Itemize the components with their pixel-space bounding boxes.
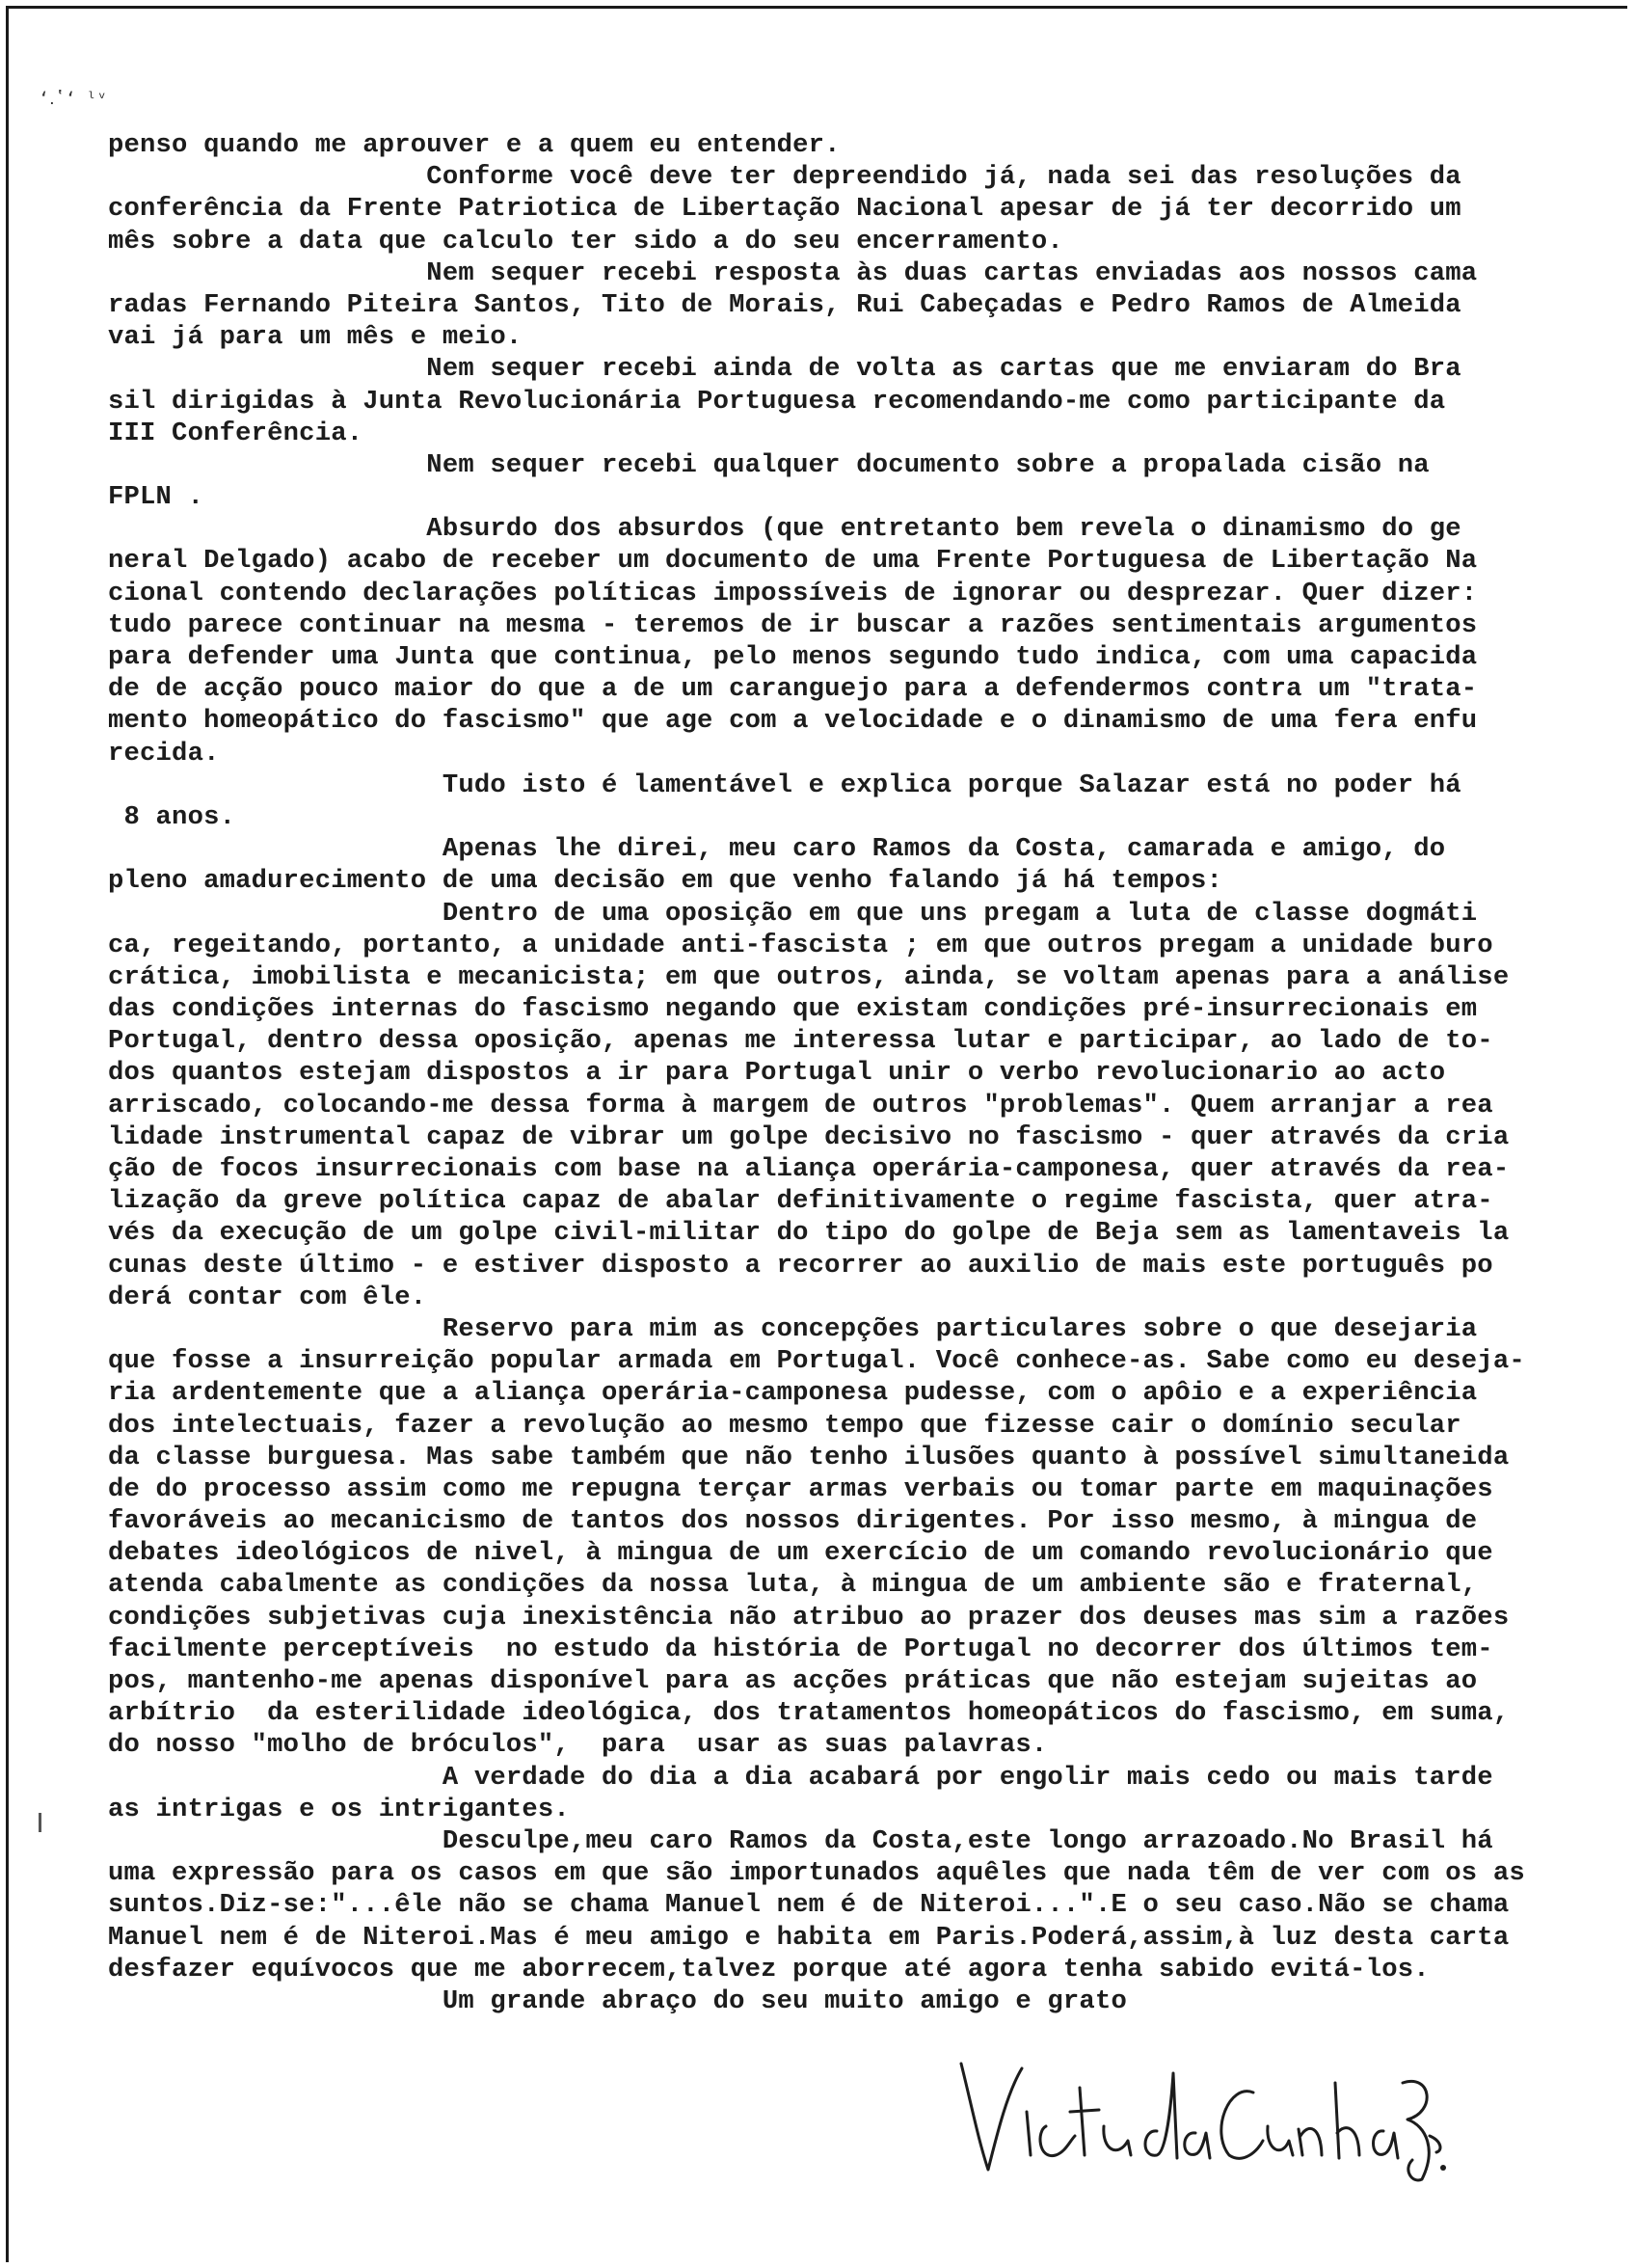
letter-line: Nem sequer recebi resposta às duas cartas enviadas aos nossos cama	[108, 257, 1478, 288]
letter-line: mês sobre a data que calculo ter sido a do seu encerramento.	[108, 226, 1063, 256]
letter-line: atenda cabalmente as condições da nossa luta, à mingua de um ambiente são e fraternal,	[108, 1570, 1478, 1601]
letter-line: das condições internas do fascismo negando que existam condições pré-insurrecionais em	[108, 994, 1478, 1025]
letter-line: do nosso "molho de bróculos", para usar as suas palavras.	[108, 1730, 1048, 1761]
letter-line: Dentro de uma oposição em que uns pregam a luta de classe dogmáti	[108, 898, 1478, 929]
letter-line: debates ideológicos de nivel, à mingua de um exercício de um comando revolucionário que	[108, 1538, 1493, 1569]
letter-line: lização da greve política capaz de abalar definitivamente o regime fascista, quer atra-	[108, 1186, 1493, 1217]
handwritten-signature	[950, 2044, 1451, 2189]
letter-line: dos quantos estejam dispostos a ir para Portugal unir o verbo revolucionario ao acto	[108, 1058, 1446, 1089]
letter-line: derá contar com êle.	[108, 1282, 427, 1312]
letter-line: Manuel nem é de Niteroi.Mas é meu amigo e habita em Paris.Poderá,assim,à luz desta carta	[108, 1922, 1510, 1953]
letter-line: Apenas lhe direi, meu caro Ramos da Costa, camarada e amigo, do	[108, 834, 1446, 865]
letter-line: lidade instrumental capaz de vibrar um golpe decisivo no fascismo - quer através da cria	[108, 1121, 1510, 1152]
letter-line: Portugal, dentro dessa oposição, apenas me interessa lutar e participar, ao lado de to-	[108, 1026, 1493, 1057]
letter-line: neral Delgado) acabo de receber um documento de uma Frente Portuguesa de Libertação Na	[108, 546, 1478, 577]
letter-line: tudo parece continuar na mesma - teremos de ir buscar a razões sentimentais argumentos	[108, 609, 1478, 640]
letter-line: da classe burguesa. Mas sabe também que não tenho ilusões quanto à possível simultaneida	[108, 1442, 1510, 1472]
letter-line: Desculpe,meu caro Ramos da Costa,este longo arrazoado.No Brasil há	[108, 1825, 1493, 1856]
letter-line: de de acção pouco maior do que a de um caranguejo para a defendermos contra um "trata-	[108, 674, 1478, 705]
letter-line: favoráveis ao mecanicismo de tantos dos nossos dirigentes. Por isso mesmo, à mingua de	[108, 1506, 1478, 1537]
letter-line: cional contendo declarações políticas impossíveis de ignorar ou desprezar. Quer dizer:	[108, 578, 1478, 608]
letter-line: III Conferência.	[108, 418, 363, 448]
letter-line: crática, imobilista e mecanicista; em que outros, ainda, se voltam apenas para a análise	[108, 961, 1510, 992]
letter-line: Nem sequer recebi qualquer documento sobre a propalada cisão na	[108, 449, 1430, 480]
letter-line: Conforme você deve ter depreendido já, nada sei das resoluções da	[108, 162, 1461, 193]
letter-line: Reservo para mim as concepções particulares sobre o que desejaria	[108, 1313, 1478, 1344]
letter-line: cunas deste último - e estiver disposto a recorrer ao auxilio de mais este português po	[108, 1250, 1493, 1281]
letter-line: de do processo assim como me repugna terçar armas verbais ou tomar parte em maquinações	[108, 1473, 1493, 1504]
letter-line: pos, mantenho-me apenas disponível para as acções práticas que não estejam sujeitas ao	[108, 1666, 1478, 1696]
letter-line: ca, regeitando, portanto, a unidade anti-fascista ; em que outros pregam a unidade buro	[108, 930, 1493, 960]
letter-line: penso quando me aprouver e a quem eu entender.	[108, 130, 841, 160]
letter-line: pleno amadurecimento de uma decisão em que venho falando já há tempos:	[108, 866, 1223, 897]
letter-line: que fosse a insurreição popular armada em Portugal. Você conhece-as. Sabe como eu deseja-	[108, 1346, 1525, 1377]
letter-line: facilmente perceptíveis no estudo da história de Portugal no decorrer dos últimos tem-	[108, 1634, 1493, 1664]
letter-line: ria ardentemente que a aliança operária-camponesa pudesse, com o apôio e a experiência	[108, 1378, 1478, 1409]
stray-ink-mark	[39, 1813, 41, 1832]
letter-line: Um grande abraço do seu muito amigo e grato	[108, 1985, 1127, 2016]
corner-mark: ‘․ʽ‘ ˡᵛ	[39, 89, 108, 109]
letter-line: sil dirigidas à Junta Revolucionária Portuguesa recomendando-me como participante da	[108, 386, 1446, 417]
letter-body	[108, 129, 1573, 2017]
letter-line: Absurdo dos absurdos (que entretanto bem revela o dinamismo do ge	[108, 514, 1461, 545]
letter-line: FPLN .	[108, 482, 204, 513]
letter-line: vés da execução de um golpe civil-militar do tipo do golpe de Beja sem as lamentaveis la	[108, 1218, 1510, 1249]
letter-line: para defender uma Junta que continua, pelo menos segundo tudo indica, com uma capacida	[108, 642, 1478, 672]
page-border-left	[6, 6, 9, 2262]
letter-line: vai já para um mês e meio.	[108, 322, 523, 353]
letter-line: ção de focos insurrecionais com base na aliança operária-camponesa, quer através da rea-	[108, 1154, 1510, 1184]
letter-line: as intrigas e os intrigantes.	[108, 1794, 570, 1824]
letter-line: uma expressão para os casos em que são importunados aquêles que nada têm de ver com os as	[108, 1858, 1525, 1889]
letter-line: Tudo isto é lamentável e explica porque Salazar está no poder há	[108, 770, 1461, 800]
page-border-top	[8, 6, 1627, 9]
letter-line: desfazer equívocos que me aborrecem,talvez porque até agora tenha sabido evitá-los.	[108, 1954, 1430, 1984]
letter-line: suntos.Diz-se:"...êle não se chama Manuel nem é de Niteroi...".E o seu caso.Não se chama	[108, 1890, 1510, 1921]
letter-line: mento homeopático do fascismo" que age com a velocidade e o dinamismo de uma fera enfu	[108, 706, 1478, 737]
letter-line: dos intelectuais, fazer a revolução ao mesmo tempo que fizesse cair o domínio secular	[108, 1410, 1461, 1441]
letter-line: 8 anos.	[108, 801, 236, 832]
letter-line: condições subjetivas cuja inexistência não atribuo ao prazer dos deuses mas sim a razões	[108, 1602, 1510, 1633]
letter-line: Nem sequer recebi ainda de volta as cartas que me enviaram do Bra	[108, 354, 1461, 385]
letter-line: arriscado, colocando-me dessa forma à margem de outros "problemas". Quem arranjar a rea	[108, 1090, 1493, 1120]
letter-line: arbítrio da esterilidade ideológica, dos tratamentos homeopáticos do fascismo, em suma,	[108, 1698, 1510, 1729]
letter-line: recida.	[108, 738, 220, 769]
letter-line: radas Fernando Piteira Santos, Tito de Morais, Rui Cabeçadas e Pedro Ramos de Almeida	[108, 289, 1461, 320]
letter-line: conferência da Frente Patriotica de Libertação Nacional apesar de já ter decorrido um	[108, 194, 1461, 225]
letter-line: A verdade do dia a dia acabará por engolir mais cedo ou mais tarde	[108, 1762, 1493, 1793]
